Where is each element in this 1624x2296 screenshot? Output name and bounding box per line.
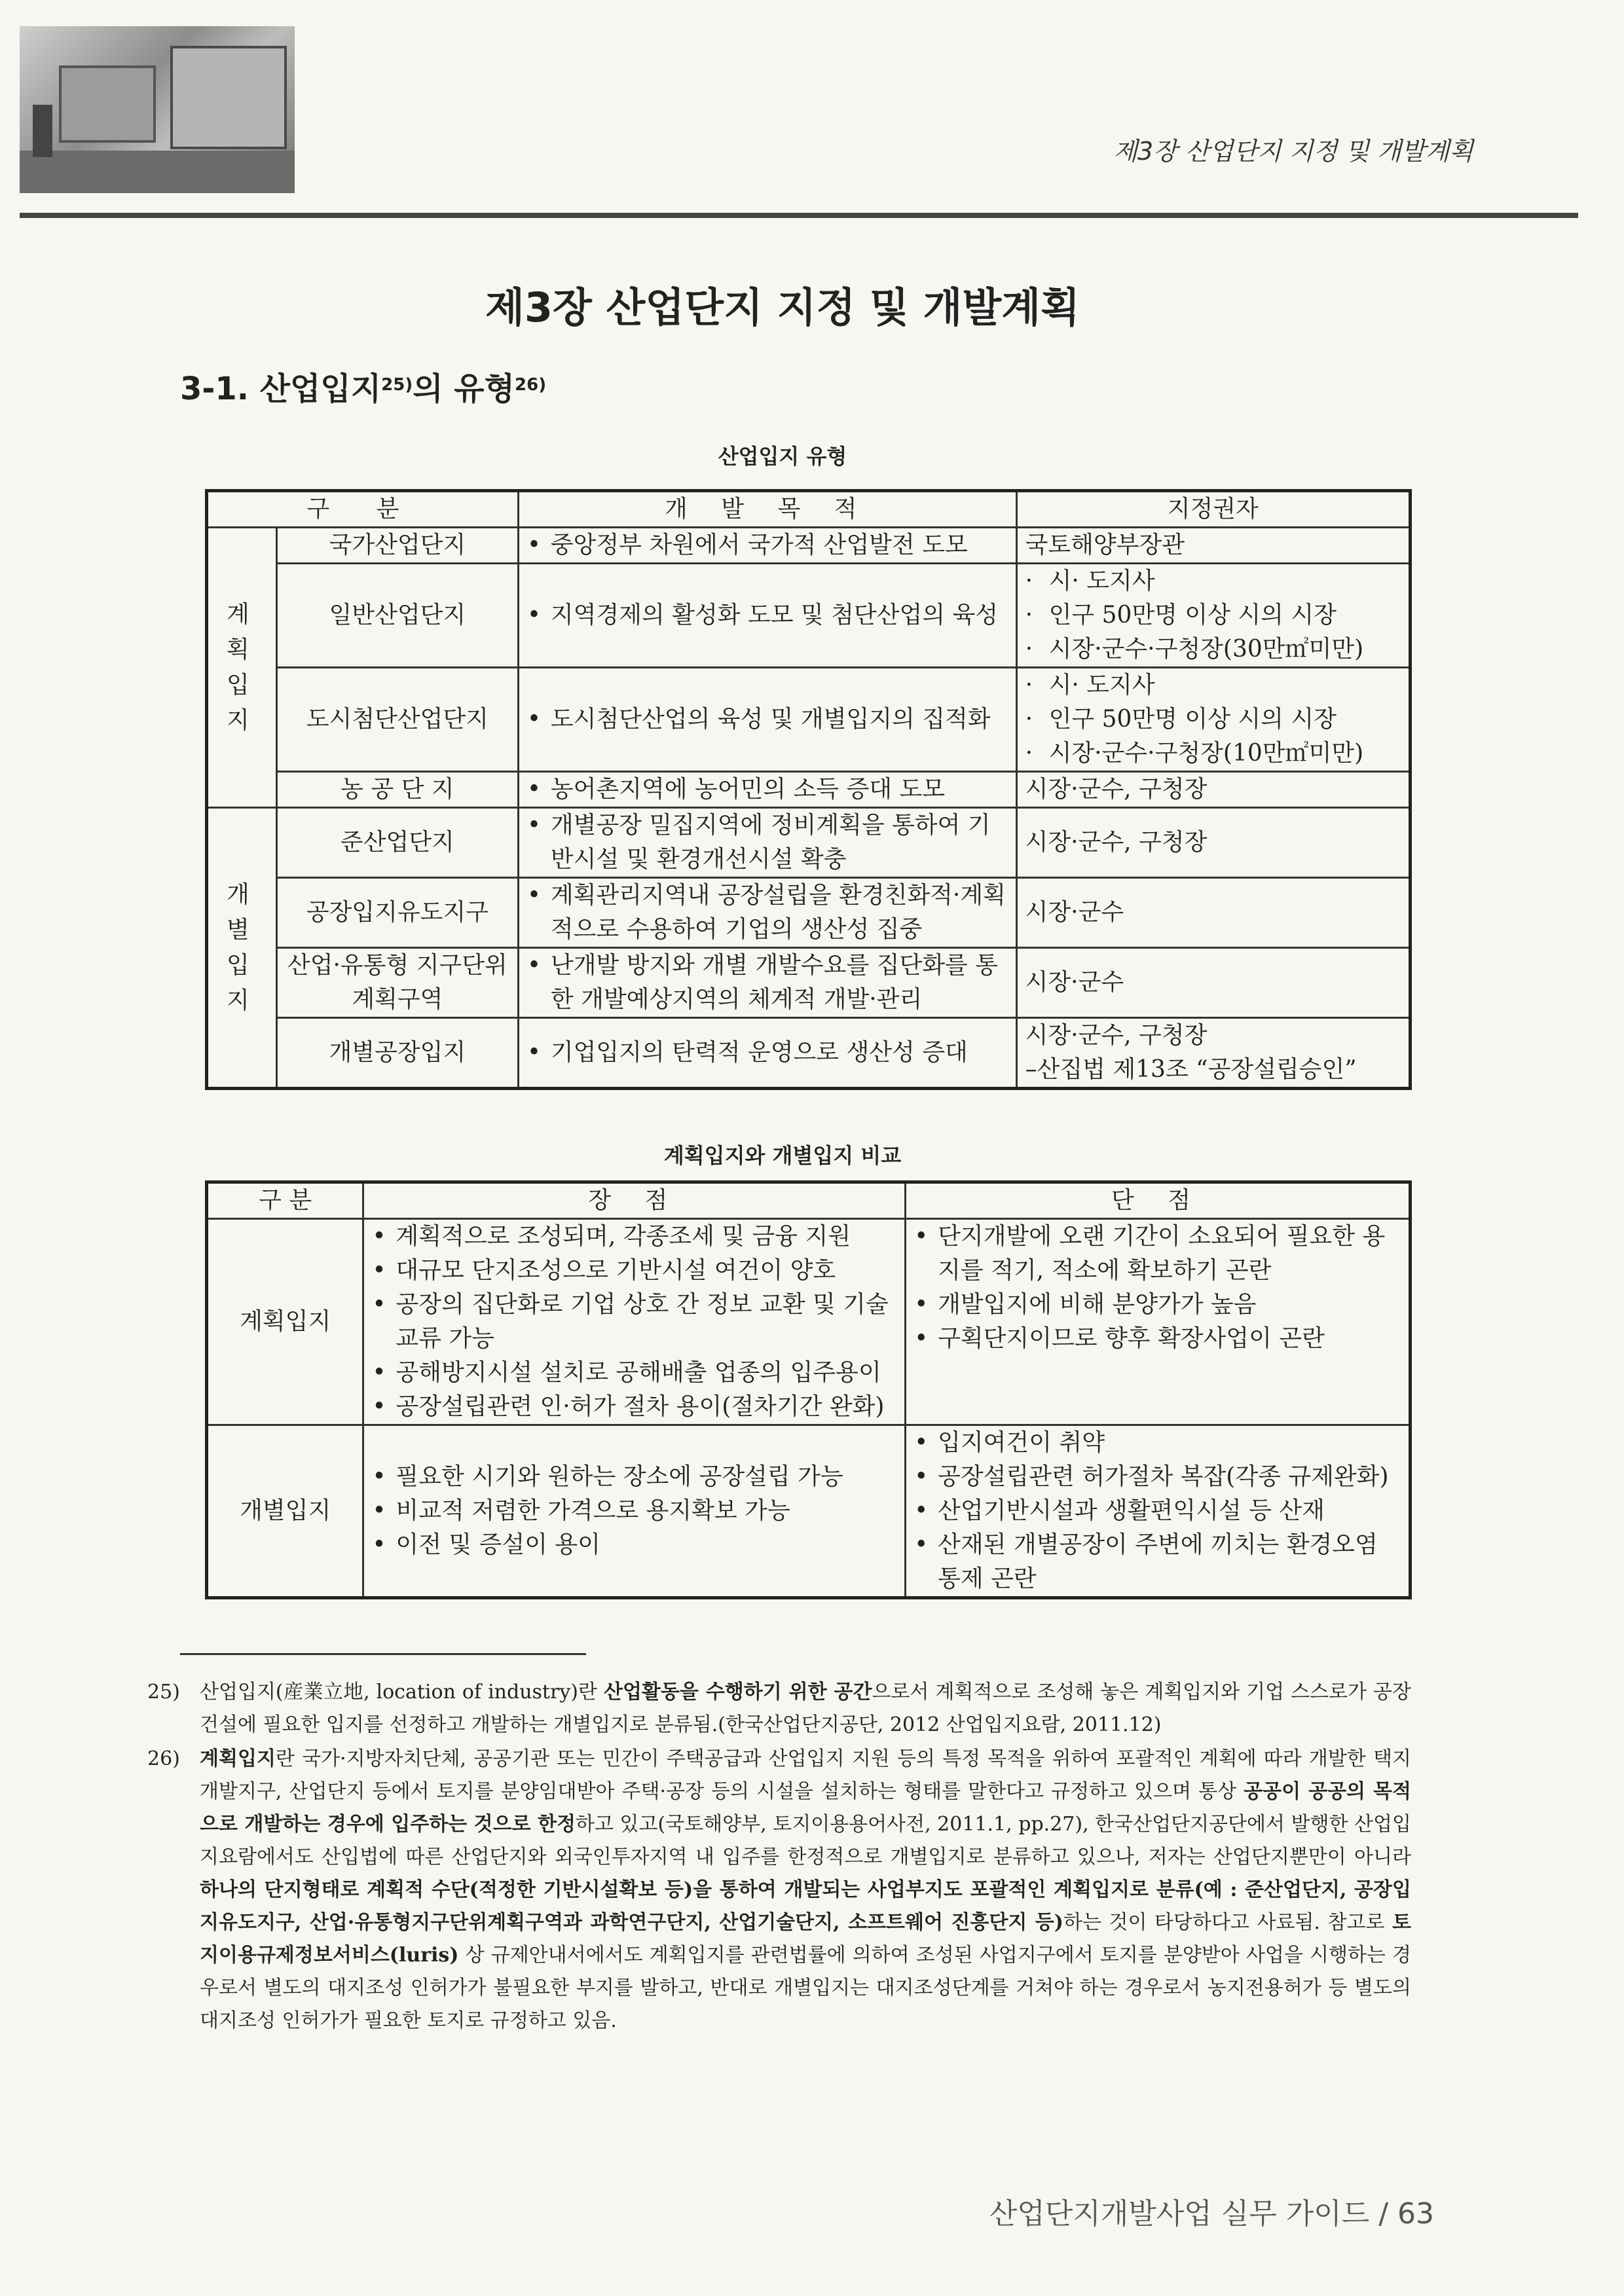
site-category: 계획입지	[207, 1219, 363, 1425]
footnote-26: 26) 계획입지란 국가·지방자치단체, 공공기관 또는 민간이 주택공급과 산업입지 지원 등의 특정 목적을 위하여 포괄적인 계획에 따라 개발한 택지개발지구, 산업단지 등에서 토지를 분양임대받아 주택·공장 등의 시설을 설치하는 형태를 말한다고 규정하고 있으며 통상 공공이 공공의 목적으로 개발하는 경우에 입주하는 것으로 한정하고 있고(국토해양부, 토지이용용어사전, 2011.1, pp.27), 한국산업단지공단에서 발행한 산업입지요람에서도 산입법에 따른 산업단지와 외국인투자지역 내 입주를 한정적으로 개별입지로 분류하고 있으나, 저자는 산업단지뿐만이 아니라 하나의 단지형태로 계획적 수단(적정한 기반시설확보 등)을 통하여 개발되는 사업부지도 포괄적인 계획입지로 분류(예 : 준산업단지, 공장입지유도지구, 산업·유통형지구단위계획구역과 과학연구단지, 산업기술단지, 소프트웨어 진흥단지 등)하는 것이 타당하다고 사료됨. 참고로 토지이용규제정보서비스(luris) 상 규제안내서에서도 계획입지를 관련법률에 의하여 조성된 사업지구에서 토지를 분양받아 사업을 시행하는 경우로서 별도의 대지조성 인허가가 불필요한 부지를 발하고, 반대로 개별입지는 대지조성단계를 거쳐야 하는 경우로서 농지전용허가 등 별도의 대지조성 인허가가 필요한 토지로 규정하고 있음.	[147, 1747, 1411, 2032]
industrial-site-types-table	[205, 489, 1412, 1090]
chapter-title: 제3장 산업단지 지정 및 개발계획	[485, 283, 1080, 331]
list-item: • 이전 및 증설이 용이	[372, 1528, 896, 1562]
authority-line: 시장·군수	[1025, 969, 1124, 996]
designating-authority	[1016, 1018, 1410, 1089]
bullet-list	[527, 1036, 1008, 1070]
table-row	[207, 1425, 1411, 1598]
list-item: • 중앙정부 차원에서 국가적 산업발전 도모	[527, 528, 1008, 562]
pros-cell	[363, 1425, 906, 1598]
list-item: · 시· 도지사	[1025, 668, 1401, 702]
list-item: • 개별공장 밀집지역에 정비계획을 통하여 기반시설 및 환경개선시설 확충	[527, 809, 1008, 877]
list-item: • 산업기반시설과 생활편익시설 등 산재	[914, 1494, 1401, 1528]
table-row	[207, 668, 1411, 772]
development-purpose	[518, 528, 1016, 564]
list-item: • 대규모 단지조성으로 기반시설 여건이 양호	[372, 1254, 896, 1288]
table1-caption: 산업입지 유형	[718, 444, 847, 469]
authority-line: –산집법 제13조 “공장설립승인”	[1025, 1056, 1357, 1083]
list-item: • 비교적 저렴한 가격으로 용지확보 가능	[372, 1494, 896, 1528]
bullet-list	[527, 528, 1008, 562]
designating-authority	[1016, 948, 1410, 1018]
authority-line: 시장·군수	[1025, 899, 1124, 926]
bullet-list	[372, 1220, 896, 1424]
table-row	[207, 528, 1411, 564]
list-item: · 시장·군수·구청장(30만㎡미만)	[1025, 632, 1401, 666]
list-item: · 인구 50만명 이상 시의 시장	[1025, 598, 1401, 632]
list-item: • 개발입지에 비해 분양가가 높음	[914, 1288, 1401, 1322]
bullet-list	[527, 702, 1008, 737]
bullet-list	[372, 1460, 896, 1562]
bullet-list	[1025, 668, 1401, 771]
development-purpose	[518, 668, 1016, 772]
header-category: 구 분	[207, 1182, 363, 1219]
pros-cell	[363, 1219, 906, 1425]
bullet-list	[527, 879, 1008, 947]
list-item: • 공해방지시설 설치로 공해배출 업종의 입주용이	[372, 1356, 896, 1390]
authority-line: 국토해양부장관	[1025, 532, 1185, 558]
site-type-name: 일반산업단지	[276, 564, 518, 668]
cons-cell	[906, 1425, 1411, 1598]
bullet-list	[527, 809, 1008, 877]
list-item: • 농어촌지역에 농어민의 소득 증대 도모	[527, 773, 1008, 807]
site-type-name: 공장입지유도지구	[276, 878, 518, 948]
list-item: • 단지개발에 오랜 기간이 소요되어 필요한 용지를 적기, 적소에 확보하기 곤란	[914, 1220, 1401, 1288]
authority-line: 시장·군수, 구청장	[1025, 829, 1208, 856]
table-header-row	[207, 1182, 1411, 1219]
footnote-25: 25) 산업입지(産業立地, location of industry)란 산업활동을 수행하기 위한 공간으로서 계획적으로 조성해 놓은 계획입지와 기업 스스로가 공장건설에 필요한 입지를 선정하고 개발하는 개별입지로 분류됨.(한국산업단지공단, 2012 산업입지요람, 2011.12)	[147, 1681, 1412, 1736]
bullet-list	[914, 1426, 1401, 1596]
page-footer: 산업단지개발사업 실무 가이드 / 63	[989, 2197, 1434, 2231]
table2-caption: 계획입지와 개별입지 비교	[663, 1143, 902, 1168]
table-row	[207, 808, 1411, 878]
section-title: 3-1. 산업입지$^{25)}$의 유형$^{26)}$	[180, 371, 547, 407]
bullet-list	[1025, 564, 1401, 666]
designating-authority	[1016, 772, 1410, 808]
table-row	[207, 948, 1411, 1018]
bullet-list	[527, 598, 1008, 632]
designating-authority	[1016, 668, 1410, 772]
header-photo	[20, 26, 295, 193]
group-individual-site: 개 별 입 지	[207, 808, 277, 1089]
development-purpose	[518, 948, 1016, 1018]
list-item: · 시장·군수·구청장(10만㎡미만)	[1025, 737, 1401, 771]
list-item: • 계획관리지역내 공장설립을 환경친화적·계획적으로 수용하여 기업의 생산성 집중	[527, 879, 1008, 947]
list-item: • 입지여건이 취약	[914, 1426, 1401, 1460]
development-purpose	[518, 772, 1016, 808]
site-type-name: 도시첨단산업단지	[276, 668, 518, 772]
list-item: • 난개발 방지와 개별 개발수요를 집단화를 통한 개발예상지역의 체계적 개발·관리	[527, 949, 1008, 1017]
group-planned-site: 계 획 입 지	[207, 528, 277, 808]
list-item: • 공장설립관련 허가절차 복잡(각종 규제완화)	[914, 1460, 1401, 1494]
header-pros: 장 점	[363, 1182, 906, 1219]
list-item: • 기업입지의 탄력적 운영으로 생산성 증대	[527, 1036, 1008, 1070]
list-item: • 공장설립관련 인·허가 절차 용이(절차기간 완화)	[372, 1390, 896, 1424]
table-row	[207, 564, 1411, 668]
header-category: 구 분	[207, 491, 519, 528]
list-item: · 인구 50만명 이상 시의 시장	[1025, 702, 1401, 737]
designating-authority	[1016, 808, 1410, 878]
development-purpose	[518, 564, 1016, 668]
list-item: • 필요한 시기와 원하는 장소에 공장설립 가능	[372, 1460, 896, 1494]
header-cons: 단 점	[906, 1182, 1411, 1219]
planned-vs-individual-table	[205, 1180, 1412, 1599]
header-authority: 지정권자	[1016, 491, 1410, 528]
site-type-name: 준산업단지	[276, 808, 518, 878]
designating-authority	[1016, 878, 1410, 948]
header-purpose: 개 발 목 적	[518, 491, 1016, 528]
bullet-list	[527, 773, 1008, 807]
list-item: • 공장의 집단화로 기업 상호 간 정보 교환 및 기술교류 가능	[372, 1288, 896, 1356]
development-purpose	[518, 878, 1016, 948]
table-row	[207, 1219, 1411, 1425]
development-purpose	[518, 808, 1016, 878]
bullet-list	[527, 949, 1008, 1017]
list-item: • 산재된 개별공장이 주변에 끼치는 환경오염 통제 곤란	[914, 1528, 1401, 1596]
cons-cell	[906, 1219, 1411, 1425]
designating-authority	[1016, 528, 1410, 564]
site-type-name: 개별공장입지	[276, 1018, 518, 1089]
list-item: • 지역경제의 활성화 도모 및 첨단산업의 육성	[527, 598, 1008, 632]
running-head: 제3장 산업단지 지정 및 개발계획	[1113, 137, 1473, 166]
table-row	[207, 1018, 1411, 1089]
table-row	[207, 878, 1411, 948]
site-category: 개별입지	[207, 1425, 363, 1598]
list-item: • 구획단지이므로 향후 확장사업이 곤란	[914, 1322, 1401, 1356]
development-purpose	[518, 1018, 1016, 1089]
list-item: • 계획적으로 조성되며, 각종조세 및 금융 지원	[372, 1220, 896, 1254]
site-type-name: 국가산업단지	[276, 528, 518, 564]
site-type-name: 농 공 단 지	[276, 772, 518, 808]
list-item: • 도시첨단산업의 육성 및 개별입지의 집적화	[527, 702, 1008, 737]
table-header-row	[207, 491, 1411, 528]
header-rule	[20, 213, 1578, 218]
bullet-list	[914, 1220, 1401, 1356]
footnote-rule	[180, 1653, 586, 1655]
table-row	[207, 772, 1411, 808]
authority-line: 시장·군수, 구청장	[1025, 776, 1208, 803]
designating-authority	[1016, 564, 1410, 668]
site-type-name: 산업·유통형 지구단위계획구역	[276, 948, 518, 1018]
authority-line: 시장·군수, 구청장	[1025, 1022, 1208, 1049]
list-item: · 시· 도지사	[1025, 564, 1401, 598]
